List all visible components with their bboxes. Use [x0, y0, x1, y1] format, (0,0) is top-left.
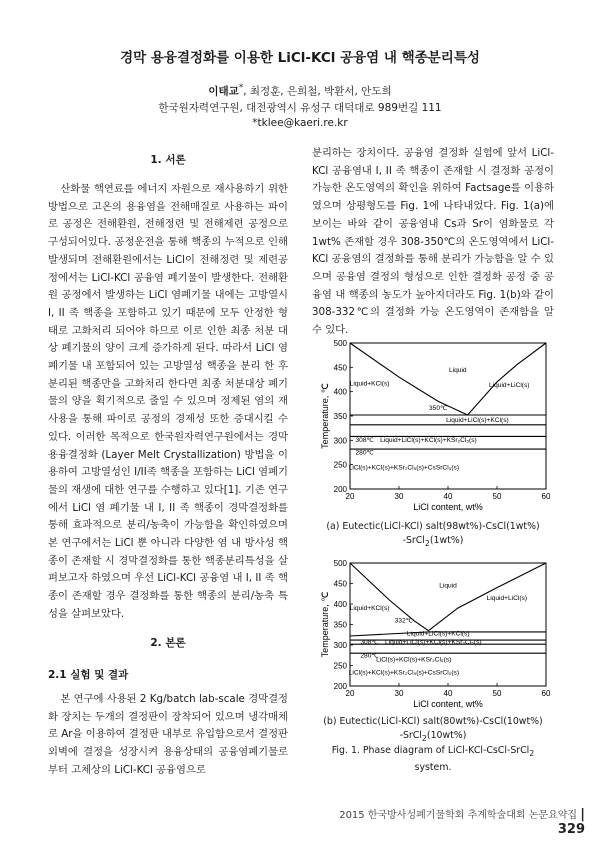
caption-a-line2: -SrCl$_2$(1wt%) — [402, 535, 464, 548]
phase-annotation: 308℃ — [355, 436, 374, 444]
phase-annotation: Liquid+LiCl(s) — [486, 594, 528, 602]
x-tick-label: 30 — [394, 492, 404, 501]
phase-annotation: 280℃ — [355, 449, 374, 457]
figure-caption — [312, 744, 554, 775]
y-tick-label: 200 — [333, 485, 347, 494]
x-axis-label: LiCl content, wt% — [413, 502, 483, 512]
phase-annotation: Liquid+KCl(s) — [349, 380, 390, 388]
corresponding-mark: * — [238, 83, 244, 93]
y-axis-label: Temperature, ℃ — [320, 591, 330, 658]
phase-annotation: 280℃ — [360, 652, 379, 660]
method-text — [48, 691, 288, 780]
y-tick-label: 300 — [333, 436, 347, 446]
phase-annotation: Liquid — [439, 582, 457, 590]
caption-b-line2: -SrCl$_2$(10wt%) — [399, 730, 467, 743]
continued-paragraph: 분리하는 장치이다. 공융염 결정화 실험에 앞서 LiCl-KCl 공융염내 I, II 족 핵종이 존재할 시 결정화 공정이 가능한 온도영역의 확인을 위하여 Factsage를 이용하였으며 상평형도를 Fig. 1에 나타내었다. Fig. 1(a)에 보이는 바와 같이 공융염내 Cs과 Sr이 염화물로 각 1wt% 존재할 경우 308-350℃의 온도영역에서 LiCl-KCl 공융염의 결정화를 통해 분리가 가능함을 알 수 있으며 공융염 결정의 형성으로 인한 결정화 공정 중 공융염 내 핵종의 농도가 높아지더라도 Fig. 1(b)와 같이 308-332℃의 결정화 가능 온도영역이 존재함을 알 수 있다. — [312, 147, 554, 337]
lead-author: 이태교 — [208, 85, 239, 98]
section-heading-intro: 1. 서론 — [150, 154, 186, 166]
y-tick-label: 450 — [333, 579, 347, 589]
phase-annotation: LiCl(s)+KCl(s)+KSr₂Cl₅(s) — [376, 656, 452, 664]
y-tick-label: 500 — [333, 339, 347, 348]
phase-annotation: Liquid+KCl(s) — [349, 605, 390, 613]
method-paragraph: 본 연구에 사용된 2 Kg/batch lab-scale 경막결정화 장치는 두개의 결정판이 장착되어 있으며 냉각매체로 Ar을 이용하여 결정판 내부로 유입함으로서 결정판 외벽에 결정을 성장시켜 용융상태의 공융염폐기물로부터 고체상의 LiCl-KCl 공융염으로 — [48, 693, 288, 776]
x-tick-label: 30 — [394, 689, 404, 698]
intro-text — [48, 181, 288, 624]
intro-paragraph: 산화물 핵연료를 에너지 자원으로 재사용하기 위한 방법으로 고온의 용융염을 전해매질로 사용하는 파이로 공정은 전해환원, 전해정련 및 전해제련 공정으로 구성되어있다. 공정운전을 통해 핵종의 누적으로 인해 발생되며 전해환원에서는 LiCl이 전해정련 및 제련공정에서는 LiCl-KCl 공융염 폐기물이 발생한다. 전해환원 공정에서 발생하는 LiCl 염폐기물 내에는 고방열시 I, II 족 핵종을 포함하고 있기 때문에 모두 안정한 형태로 고화처리 되어야 하므로 이로 인한 최종 처분 대상 폐기물의 양이 크게 증가하게 된다. 따라서 LiCl 염폐기물 내 포함되어 있는 고방열성 핵종을 분리 한 후 분리된 핵종만을 고화처리 한다면 최종 처분대상 폐기물의 양을 획기적으로 줄일 수 있으며 정제된 염의 재사용을 통해 파이로 공정의 경제성 또한 증대시킬 수 있다. 이러한 목적으로 한국원자력연구원에서는 경막 용융결정화 (Layer Melt Crystallization) 방법을 이용하여 고방열성인 I/II족 핵종을 포함하는 LiCl 염폐기물의 재생에 대한 연구를 수행하고 있다[1]. 기존 연구에서 LiCl 염 폐기물 내 I, II 족 핵종이 경막결정화를 통해 효과적으로 분리/농축이 가능함을 확인하였으며 본 연구에서는 LiCl 뿐 아니라 다양한 염 내 방사성 핵종이 존재할 시 경막결정화를 통한 핵종분리특성을 살펴보고자 하였으며 우선 LiCl-KCl 공융염 내 I, II 족 핵종이 존재할 경우 결정화를 통한 핵종의 분리/농축 특성을 살펴보았다. — [48, 183, 288, 620]
co-authors: , 최정훈, 은희철, 박환서, 안도희 — [243, 85, 392, 98]
footer-separator: | — [580, 807, 585, 822]
x-axis-label: LiCl content, wt% — [413, 699, 483, 709]
phase-boundary-line — [350, 563, 428, 631]
subsection-heading: 2.1 실험 및 결과 — [48, 669, 129, 681]
phase-annotation: Liquid — [448, 367, 467, 375]
y-tick-label: 300 — [333, 641, 347, 650]
paper-title: 경막 용융결정화를 이용한 LiCl-KCl 공융염 내 핵종분리특성 — [120, 50, 480, 66]
phase-boundary-line — [350, 343, 468, 415]
right-text — [312, 145, 554, 340]
phase-annotation: 332℃ — [394, 617, 414, 625]
y-tick-label: 200 — [333, 682, 347, 691]
y-tick-label: 250 — [333, 661, 347, 671]
caption-a — [312, 520, 554, 551]
section-heading-main: 2. 본론 — [150, 637, 186, 649]
phase-annotation: Liquid+LiCl(s)+KCl(s) — [446, 416, 509, 424]
fig-caption-line1: Fig. 1. Phase diagram of LiCl-KCl-CsCl-SrCl$_2$ — [331, 745, 535, 758]
caption-a-line1: (a) Eutectic(LiCl-KCl) salt(98wt%)-CsCl(1wt%) — [326, 521, 540, 532]
x-tick-label: 60 — [541, 492, 551, 501]
x-tick-label: 50 — [492, 689, 502, 698]
x-tick-label: 40 — [443, 492, 453, 501]
phase-boundary-line — [468, 343, 546, 415]
y-tick-label: 250 — [333, 460, 347, 470]
x-tick-label: 60 — [541, 689, 551, 698]
x-tick-label: 50 — [492, 492, 502, 501]
phase-annotation: LiCl(s)+KCl(s)+KSr₂Cl₅(s)+CsSrCl₃(s) — [348, 464, 460, 472]
phase-annotation: Liquid+LiCl(s)+KCl(s)+KSr₂Cl₅(s) — [384, 638, 482, 646]
x-tick-label: 20 — [345, 689, 355, 698]
y-tick-label: 500 — [333, 559, 347, 568]
phase-annotation: Liquid+LiCl(s) — [489, 381, 530, 389]
caption-b-line1: (b) Eutectic(LiCl-KCl) salt(80wt%)-CsCl(10wt%) — [323, 716, 543, 727]
phase-annotation: 350℃ — [428, 405, 448, 413]
phase-annotation: Liquid+LiCl(s)+KCl(s) — [406, 630, 470, 638]
y-tick-label: 450 — [333, 363, 347, 373]
plot-frame — [350, 563, 546, 686]
y-tick-label: 400 — [333, 387, 347, 397]
y-tick-label: 350 — [333, 412, 347, 421]
phase-annotation: LiCl(s)+KCl(s)+KSr₂Cl₅(s)+CsSrCl₃(s) — [348, 669, 460, 677]
y-axis-label: Temperature, ℃ — [320, 383, 330, 449]
author-list — [0, 83, 600, 99]
proceedings-name: 2015 한국방사성폐기물학회 추계학술대회 논문요약집 — [339, 810, 578, 821]
y-tick-label: 350 — [333, 620, 347, 630]
y-tick-label: 400 — [333, 600, 347, 609]
phase-diagram-b — [312, 558, 557, 713]
email: *tklee@kaeri.re.kr — [252, 117, 348, 129]
page-footer — [310, 806, 585, 837]
affiliation: 한국원자력연구원, 대전광역시 유성구 대덕대로 989번길 111 — [158, 102, 442, 114]
phase-annotation: 308℃ — [360, 638, 379, 646]
fig-caption-line2: system. — [414, 761, 452, 773]
phase-diagram-a — [312, 335, 557, 515]
x-tick-label: 20 — [345, 492, 355, 501]
phase-annotation: Liquid+LiCl(s)+KCl(s)+KSr₂Cl₅(s) — [380, 436, 477, 444]
caption-b — [312, 715, 554, 746]
page-number: 329 — [557, 822, 585, 837]
x-tick-label: 40 — [443, 689, 453, 698]
